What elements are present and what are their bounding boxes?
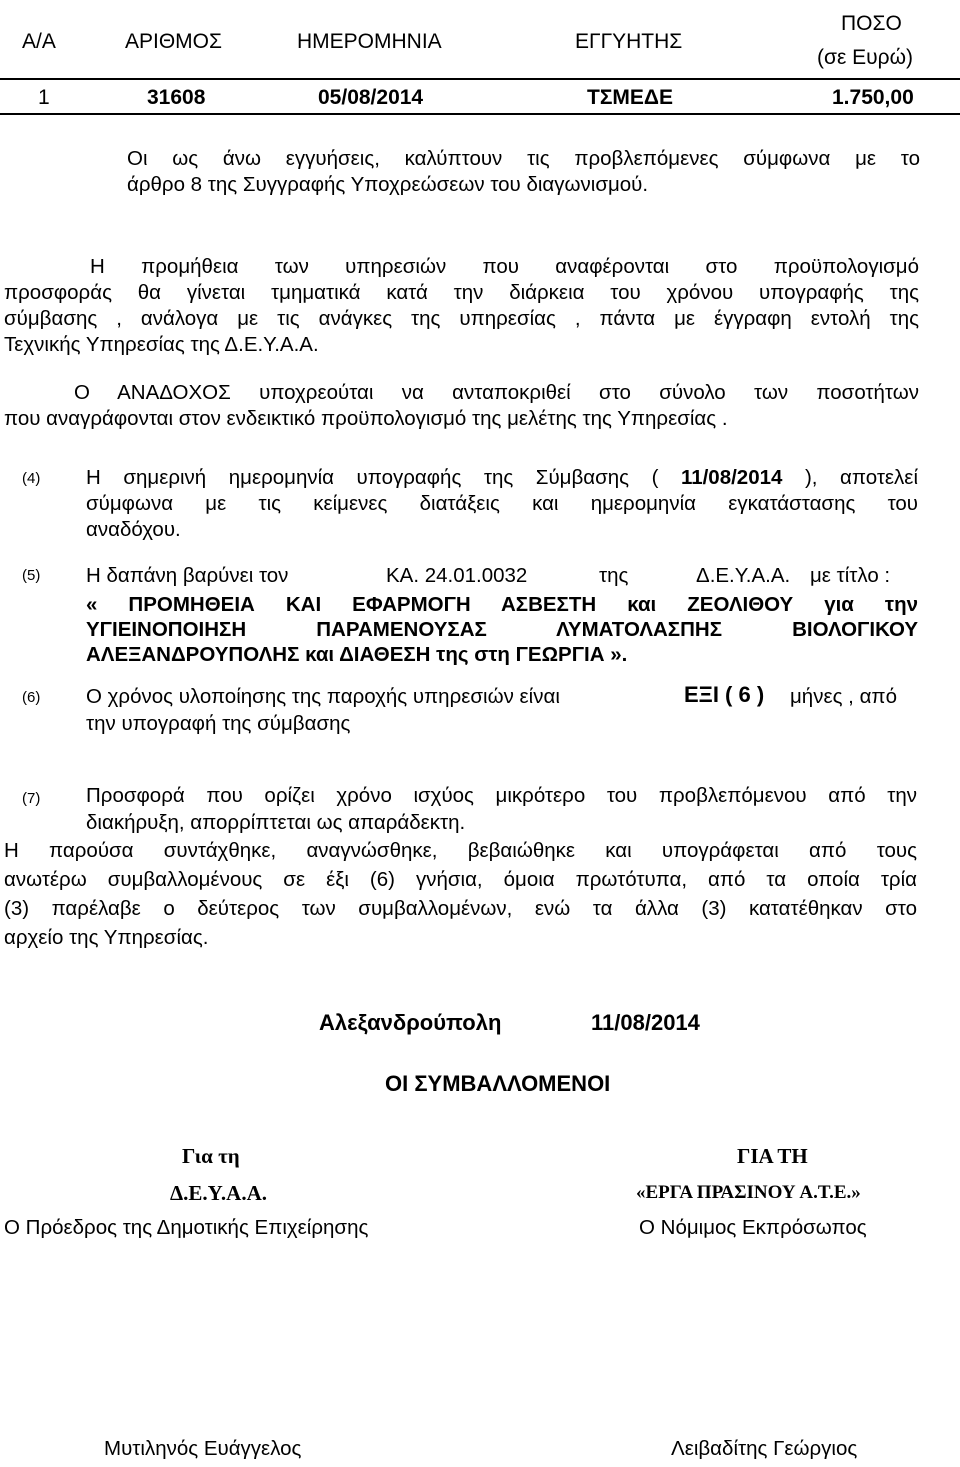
col-header-amount: ΠΟΣΟ <box>841 12 902 35</box>
table-bottom-rule <box>0 113 960 115</box>
signatory-name: Λειβαδίτης Γεώργιος <box>671 1437 858 1460</box>
signatory-name: Μυτιληνός Ευάγγελος <box>104 1437 302 1460</box>
paragraph-line: Η προμήθεια των υπηρεσιών που αναφέρονται στο προϋπολογισμό <box>90 255 919 278</box>
text-segment: με τίτλο : <box>810 564 891 587</box>
paragraph-line: Η παρούσα συντάχθηκε, αναγνώσθηκε, βεβαιώθηκε και υπογράφεται από τους <box>4 839 917 862</box>
text-segment: Η σημερινή ημερομηνία υπογραφής της Σύμβασης ( <box>86 466 681 489</box>
col-header-number: ΑΡΙΘΜΟΣ <box>125 30 222 53</box>
guarantee-note-line: άρθρο 8 της Συγγραφής Υποχρεώσεων του διαγωνισμού. <box>127 173 649 196</box>
paragraph-line: προσφοράς θα γίνεται τμηματικά κατά την διάρκεια του χρόνου υπογραφής της <box>4 281 919 304</box>
duration-value: ΕΞΙ ( 6 ) <box>684 682 765 707</box>
text-segment: της <box>599 564 629 587</box>
item-4-line2: σύμφωνα με τις κείμενες διατάξεις και ημερομηνία εγκατάστασης του <box>86 492 918 515</box>
item-number: (5) <box>22 567 41 584</box>
col-header-guarantor: ΕΓΓΥΗΤΗΣ <box>575 30 683 53</box>
signing-date-footer: 11/08/2014 <box>591 1010 700 1035</box>
guarantee-note-line: Οι ως άνω εγγυήσεις, καλύπτουν τις προβλεπόμενες σύμφωνα με το <box>127 147 920 170</box>
paragraph-line: ανωτέρω συμβαλλομένους σε έξι (6) γνήσια, όμοια πρωτότυπα, από τα οποία τρία <box>4 868 917 891</box>
item-7-line: Προσφορά που ορίζει χρόνο ισχύος μικρότερο του προβλεπόμενου από την <box>86 784 917 807</box>
item-number: (7) <box>22 790 41 807</box>
procurement-paragraph <box>4 254 919 358</box>
text-segment: Ο χρόνος υλοποίησης της παροχής υπηρεσιών είναι <box>86 685 560 708</box>
signatory-role: Ο Νόμιμος Εκπρόσωπος <box>639 1216 867 1239</box>
paragraph-line: που αναγράφονται στον ενδεικτικό προϋπολογισμό της μελέτης της Υπηρεσίας . <box>4 407 728 430</box>
text-segment: Η δαπάνη βαρύνει τον <box>86 564 289 587</box>
guarantee-note <box>127 146 920 198</box>
item-7-line: διακήρυξη, απορρίπτεται ως απαράδεκτη. <box>86 811 466 834</box>
project-title-line: « ΠΡΟΜΗΘΕΙΑ ΚΑΙ ΕΦΑΡΜΟΓΗ ΑΣΒΕΣΤΗ και ΖΕΟΛΙΘΟΥ για την <box>86 593 918 616</box>
budget-code: ΚΑ. 24.01.0032 <box>386 564 528 587</box>
item-number: (6) <box>22 689 41 706</box>
cell-aa: 1 <box>38 86 50 109</box>
project-title-line: ΑΛΕΞΑΝΔΡΟΥΠΟΛΗΣ και ΔΙΑΘΕΣΗ της στη ΓΕΩΡΓΙΑ ». <box>86 643 628 666</box>
signing-place: Αλεξανδρούπολη <box>319 1010 502 1035</box>
signatory-org: «ΕΡΓΑ ΠΡΑΣΙΝΟΥ Α.Τ.Ε.» <box>636 1182 861 1203</box>
paragraph-line: αρχείο της Υπηρεσίας. <box>4 926 209 949</box>
text-segment: ), αποτελεί <box>782 466 918 489</box>
paragraph-line: Τεχνικής Υπηρεσίας της Δ.Ε.Υ.Α.Α. <box>4 333 319 356</box>
parties-heading: ΟΙ ΣΥΜΒΑΛΛΟΜΕΝΟΙ <box>385 1071 611 1096</box>
contractor-paragraph <box>4 380 919 432</box>
closing-paragraph <box>4 836 917 952</box>
col-header-date: ΗΜΕΡΟΜΗΝΙΑ <box>297 30 442 53</box>
paragraph-line: Ο ΑΝΑΔΟΧΟΣ υποχρεούται να ανταποκριθεί στο σύνολο των ποσοτήτων <box>74 381 919 404</box>
col-header-amount-unit: (σε Ευρώ) <box>817 46 913 69</box>
signatory-for-label: Για τη <box>182 1144 240 1168</box>
text-segment: την υπογραφή της σύμβασης <box>86 712 351 735</box>
cell-date: 05/08/2014 <box>318 86 424 109</box>
paragraph-line: (3) παρέλαβε ο δεύτερος των συμβαλλομένων, ενώ τα άλλα (3) κατατέθηκαν στο <box>4 897 917 920</box>
item-number: (4) <box>22 470 41 487</box>
signatory-org: Δ.Ε.Υ.Α.Α. <box>170 1181 268 1205</box>
signatory-for-label: ΓΙΑ ΤΗ <box>737 1144 808 1168</box>
org-abbreviation: Δ.Ε.Υ.Α.Α. <box>696 564 791 587</box>
item-4-line1 <box>86 465 918 491</box>
cell-number: 31608 <box>147 86 206 109</box>
item-4-text <box>86 465 918 543</box>
signatory-role: Ο Πρόεδρος της Δημοτικής Επιχείρησης <box>4 1216 369 1239</box>
signing-date: 11/08/2014 <box>680 466 783 489</box>
col-header-aa: Α/Α <box>22 30 56 53</box>
table-header-rule <box>0 78 960 80</box>
project-title-line: ΥΓΙΕΙΝΟΠΟΙΗΣΗ ΠΑΡΑΜΕΝΟΥΣΑΣ ΛΥΜΑΤΟΛΑΣΠΗΣ ΒΙΟΛΟΓΙΚΟΥ <box>86 618 918 641</box>
cell-guarantor: ΤΣΜΕΔΕ <box>587 86 674 109</box>
project-title <box>86 592 918 667</box>
text-segment: μήνες , από <box>790 685 897 708</box>
paragraph-line: σύμβασης , ανάλογα με τις ανάγκες της υπηρεσίας , πάντα με έγγραφη εντολή της <box>4 307 919 330</box>
item-7-text <box>86 782 917 836</box>
item-4-line3: αναδόχου. <box>86 518 181 541</box>
cell-amount: 1.750,00 <box>832 86 914 109</box>
